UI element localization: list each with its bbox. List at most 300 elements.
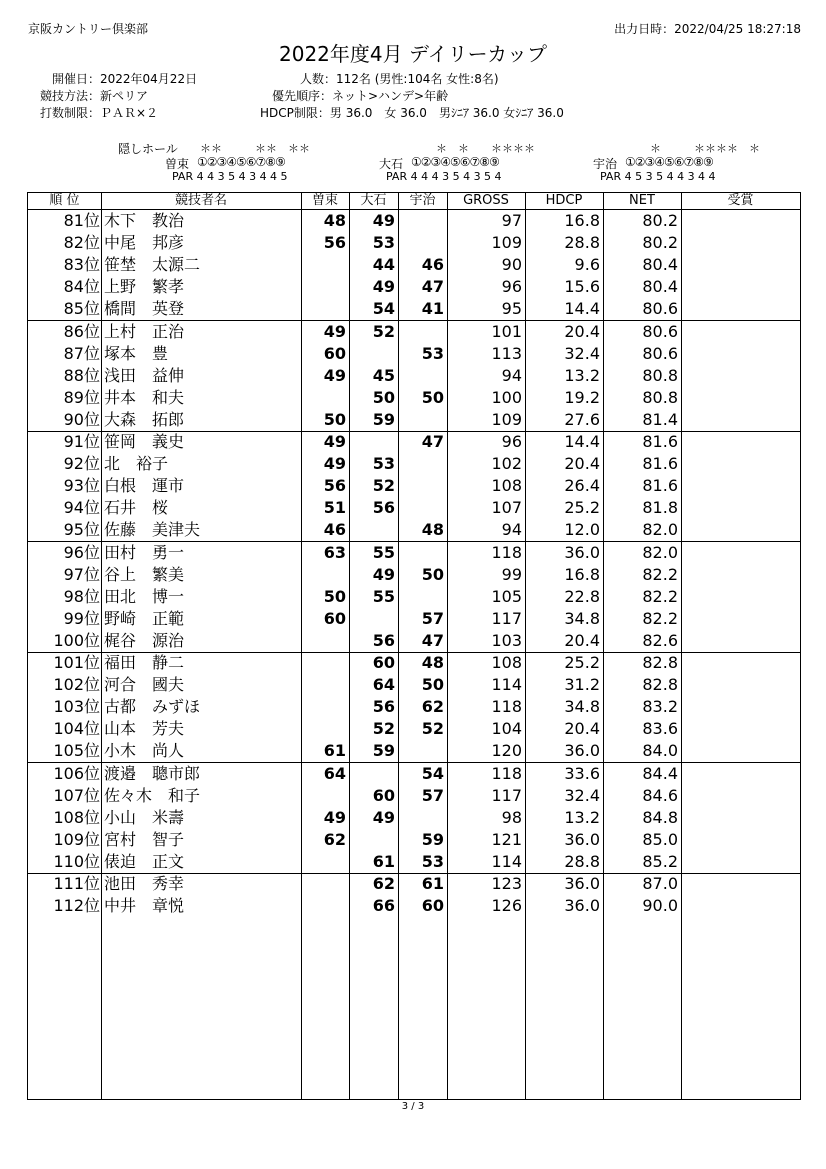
- score-sozuka-cell: 46: [323, 520, 346, 540]
- rank-cell: 90位: [63, 409, 100, 429]
- rank-cell: 112位: [53, 896, 100, 916]
- gross-cell: 114: [491, 675, 522, 695]
- par-oishi: PAR 4 4 4 3 5 4 3 5 4: [386, 170, 502, 183]
- course-name-uji: 宇治: [593, 157, 618, 171]
- player-name-cell: 北 裕子: [104, 454, 169, 474]
- net-cell: 85.2: [642, 851, 678, 871]
- table-row: [28, 763, 800, 785]
- course-name-oishi: 大石: [379, 157, 404, 171]
- table-row: [28, 829, 800, 851]
- table-row: [28, 409, 800, 431]
- gross-cell: 120: [491, 741, 522, 761]
- gross-cell: 96: [501, 432, 522, 451]
- score-uji-cell: 46: [421, 255, 444, 275]
- player-name-cell: 福田 静二: [104, 653, 185, 672]
- score-oishi-cell: 62: [372, 874, 395, 893]
- net-cell: 81.6: [642, 454, 678, 474]
- table-row: [28, 276, 800, 298]
- rank-cell: 111位: [53, 874, 100, 893]
- rank-cell: 88位: [63, 365, 100, 385]
- col-header-award: 受賞: [727, 193, 754, 208]
- table-row: [28, 431, 800, 453]
- gross-cell: 117: [491, 785, 522, 805]
- gross-cell: 102: [491, 454, 522, 474]
- score-uji-cell: 50: [421, 387, 444, 407]
- player-name-cell: 宮村 智子: [104, 829, 185, 849]
- score-uji-cell: [398, 365, 444, 387]
- score-sozuka-cell: [301, 873, 346, 895]
- rank-cell: 93位: [63, 476, 100, 496]
- net-cell: 87.0: [642, 874, 678, 893]
- score-oishi-cell: 55: [372, 542, 395, 562]
- table-row: [28, 740, 800, 762]
- hdcp-cell: 14.4: [564, 299, 600, 319]
- score-oishi-cell: 52: [372, 476, 395, 496]
- player-name-cell: 塚本 豊: [104, 343, 169, 363]
- rank-cell: 83位: [63, 255, 100, 275]
- rank-cell: 105位: [53, 741, 100, 761]
- score-oishi-cell: 49: [372, 564, 395, 584]
- gross-cell: 94: [501, 520, 522, 540]
- player-name-cell: 俵迫 正文: [104, 851, 185, 871]
- event-date: 開催日：2022年04月22日: [52, 72, 198, 86]
- hdcp-cell: 19.2: [564, 387, 600, 407]
- score-sozuka-cell: 49: [323, 807, 346, 827]
- score-sozuka-cell: 56: [323, 476, 346, 496]
- score-sozuka-cell: 60: [323, 343, 346, 363]
- hdcp-cell: 34.8: [564, 697, 600, 717]
- net-cell: 84.8: [642, 807, 678, 827]
- player-name-cell: 佐藤 美津夫: [104, 520, 201, 540]
- participant-count: 人数：112名 (男性:104名 女性:8名): [300, 72, 499, 86]
- score-uji-cell: [398, 210, 444, 232]
- player-name-cell: 木下 教治: [104, 211, 185, 230]
- net-cell: 82.8: [642, 675, 678, 695]
- net-cell: 82.2: [642, 608, 678, 628]
- net-cell: 80.8: [642, 365, 678, 385]
- table-row: [28, 542, 800, 564]
- score-oishi-cell: 61: [372, 851, 395, 871]
- score-oishi-cell: 54: [372, 299, 395, 319]
- net-cell: 84.4: [642, 763, 678, 783]
- net-cell: 80.4: [642, 255, 678, 275]
- score-sozuka-cell: [301, 895, 346, 917]
- player-name-cell: 大森 拓郎: [104, 409, 185, 429]
- rank-cell: 86位: [63, 321, 100, 341]
- score-sozuka-cell: 48: [323, 211, 346, 230]
- rank-cell: 96位: [63, 542, 100, 562]
- net-cell: 80.2: [642, 211, 678, 230]
- rank-cell: 100位: [53, 630, 100, 650]
- rank-cell: 84位: [63, 277, 100, 297]
- gross-cell: 107: [491, 498, 522, 518]
- par-uji: PAR 4 5 3 5 4 4 3 4 4: [600, 170, 716, 183]
- net-cell: 82.2: [642, 564, 678, 584]
- table-row: [28, 564, 800, 586]
- score-oishi-cell: 55: [372, 586, 395, 606]
- gross-cell: 96: [501, 277, 522, 297]
- hdcp-cell: 20.4: [564, 630, 600, 650]
- table-row: [28, 873, 800, 895]
- net-cell: 80.4: [642, 277, 678, 297]
- net-cell: 82.0: [642, 542, 678, 562]
- rank-cell: 91位: [63, 432, 100, 451]
- hdcp-cell: 32.4: [564, 343, 600, 363]
- table-row: [28, 497, 800, 519]
- score-oishi-cell: [349, 431, 395, 453]
- net-cell: 84.0: [642, 741, 678, 761]
- player-name-cell: 河合 國夫: [104, 675, 185, 695]
- gross-cell: 104: [491, 719, 522, 739]
- net-cell: 82.6: [642, 630, 678, 650]
- gross-cell: 117: [491, 608, 522, 628]
- score-uji-cell: 48: [421, 653, 444, 672]
- net-cell: 80.8: [642, 387, 678, 407]
- player-name-cell: 池田 秀幸: [104, 874, 185, 893]
- score-oishi-cell: [349, 829, 395, 851]
- hdcp-cell: 27.6: [564, 409, 600, 429]
- hdcp-cell: 9.6: [574, 255, 600, 275]
- gross-cell: 100: [491, 387, 522, 407]
- player-name-cell: 上野 繁孝: [104, 277, 185, 297]
- hdcp-cell: 16.8: [564, 211, 600, 230]
- gross-cell: 123: [491, 874, 522, 893]
- table-row: [28, 232, 800, 254]
- rank-cell: 97位: [63, 564, 100, 584]
- table-row: [28, 674, 800, 696]
- score-uji-cell: 57: [421, 785, 444, 805]
- hidden-marks-sozuka: ＊＊ ＊＊ ＊＊: [200, 142, 310, 155]
- score-sozuka-cell: [301, 718, 346, 740]
- hidden-marks-oishi: ＊ ＊ ＊＊＊＊: [414, 142, 535, 155]
- gross-cell: 94: [501, 365, 522, 385]
- player-name-cell: 田村 勇一: [104, 542, 185, 562]
- score-uji-cell: 53: [421, 343, 444, 363]
- gross-cell: 90: [501, 255, 522, 275]
- player-name-cell: 井本 和夫: [104, 387, 185, 407]
- player-name-cell: 古都 みずほ: [104, 697, 201, 717]
- hdcp-cell: 33.6: [564, 763, 600, 783]
- net-cell: 83.2: [642, 697, 678, 717]
- score-oishi-cell: 53: [372, 233, 395, 253]
- gross-cell: 101: [491, 321, 522, 341]
- gross-cell: 118: [491, 697, 522, 717]
- player-name-cell: 上村 正治: [104, 321, 185, 341]
- score-oishi-cell: [349, 763, 395, 785]
- score-sozuka-cell: [301, 298, 346, 320]
- gross-cell: 103: [491, 630, 522, 650]
- hdcp-cell: 36.0: [564, 829, 600, 849]
- player-name-cell: 橋間 英登: [104, 299, 185, 319]
- player-name-cell: 渡邉 聰市郎: [104, 763, 201, 783]
- score-oishi-cell: 50: [372, 387, 395, 407]
- rank-cell: 94位: [63, 498, 100, 518]
- score-oishi-cell: 49: [372, 211, 395, 230]
- rank-cell: 103位: [53, 697, 100, 717]
- rank-cell: 107位: [53, 785, 100, 805]
- gross-cell: 95: [501, 299, 522, 319]
- score-oishi-cell: 56: [372, 697, 395, 717]
- score-sozuka-cell: 63: [323, 542, 346, 562]
- score-sozuka-cell: 51: [323, 498, 346, 518]
- page-title: 2022年度4月 デイリーカップ: [279, 42, 547, 66]
- rank-cell: 99位: [63, 608, 100, 628]
- table-row: [28, 807, 800, 829]
- player-name-cell: 田北 博一: [104, 586, 185, 606]
- score-sozuka-cell: [301, 630, 346, 652]
- table-row: [28, 586, 800, 608]
- score-oishi-cell: 59: [372, 409, 395, 429]
- score-uji-cell: [398, 740, 444, 762]
- net-cell: 81.4: [642, 409, 678, 429]
- score-uji-cell: [398, 453, 444, 475]
- score-oishi-cell: 52: [372, 321, 395, 341]
- score-uji-cell: 47: [421, 432, 444, 451]
- score-sozuka-cell: 49: [323, 365, 346, 385]
- score-oishi-cell: 44: [372, 255, 395, 275]
- hdcp-cell: 25.2: [564, 653, 600, 672]
- score-uji-cell: 48: [421, 520, 444, 540]
- table-row: [28, 343, 800, 365]
- gross-cell: 99: [501, 564, 522, 584]
- player-name-cell: 野崎 正範: [104, 608, 185, 628]
- score-sozuka-cell: 56: [323, 233, 346, 253]
- score-sozuka-cell: [301, 276, 346, 298]
- rank-cell: 101位: [53, 653, 100, 672]
- score-uji-cell: 57: [421, 608, 444, 628]
- net-cell: 82.2: [642, 586, 678, 606]
- table-row: [28, 608, 800, 630]
- hdcp-cell: 36.0: [564, 896, 600, 916]
- score-uji-cell: [398, 497, 444, 519]
- score-uji-cell: [398, 542, 444, 564]
- score-uji-cell: [398, 586, 444, 608]
- score-uji-cell: [398, 807, 444, 829]
- hdcp-cell: 20.4: [564, 719, 600, 739]
- score-sozuka-cell: 49: [323, 321, 346, 341]
- score-sozuka-cell: 49: [323, 454, 346, 474]
- table-row: [28, 453, 800, 475]
- table-row: [28, 298, 800, 320]
- player-name-cell: 梶谷 源治: [104, 630, 185, 650]
- hdcp-cell: 36.0: [564, 874, 600, 893]
- hdcp-cell: 12.0: [564, 520, 600, 540]
- hdcp-cell: 25.2: [564, 498, 600, 518]
- hdcp-cell: 34.8: [564, 608, 600, 628]
- net-cell: 80.6: [642, 343, 678, 363]
- score-oishi-cell: 49: [372, 277, 395, 297]
- score-oishi-cell: 49: [372, 807, 395, 827]
- score-uji-cell: 59: [421, 829, 444, 849]
- score-sozuka-cell: [301, 564, 346, 586]
- hdcp-cell: 20.4: [564, 454, 600, 474]
- col-header-rank: 順 位: [49, 193, 80, 208]
- score-oishi-cell: 60: [372, 785, 395, 805]
- gross-cell: 118: [491, 763, 522, 783]
- gross-cell: 97: [501, 211, 522, 230]
- hdcp-cell: 28.8: [564, 233, 600, 253]
- rank-cell: 87位: [63, 343, 100, 363]
- printed-timestamp: 出力日時：2022/04/25 18:27:18: [614, 22, 801, 36]
- course-name-sozuka: 曽束: [165, 157, 190, 171]
- score-sozuka-cell: [301, 696, 346, 718]
- table-row: [28, 365, 800, 387]
- score-sozuka-cell: [301, 652, 346, 674]
- hdcp-cell: 32.4: [564, 785, 600, 805]
- rank-cell: 109位: [53, 829, 100, 849]
- table-row: [28, 652, 800, 674]
- col-header-name: 競技者名: [174, 193, 227, 208]
- net-cell: 81.8: [642, 498, 678, 518]
- player-name-cell: 山本 芳夫: [104, 719, 185, 739]
- player-name-cell: 笹岡 義史: [104, 432, 185, 451]
- rank-cell: 108位: [53, 807, 100, 827]
- hdcp-cell: 15.6: [564, 277, 600, 297]
- score-sozuka-cell: [301, 851, 346, 873]
- rank-cell: 104位: [53, 719, 100, 739]
- score-uji-cell: [398, 232, 444, 254]
- table-row: [28, 718, 800, 740]
- player-name-cell: 佐々木 和子: [104, 785, 201, 805]
- score-uji-cell: 61: [421, 874, 444, 893]
- rank-cell: 95位: [63, 520, 100, 540]
- net-cell: 83.6: [642, 719, 678, 739]
- gross-cell: 108: [491, 476, 522, 496]
- col-header-gross: GROSS: [463, 193, 509, 208]
- rank-cell: 102位: [53, 675, 100, 695]
- score-oishi-cell: 52: [372, 719, 395, 739]
- par-sozuka: PAR 4 4 3 5 4 3 4 4 5: [172, 170, 288, 183]
- score-uji-cell: 41: [421, 299, 444, 319]
- gross-cell: 118: [491, 542, 522, 562]
- table-row: [28, 321, 800, 343]
- score-uji-cell: 52: [421, 719, 444, 739]
- score-oishi-cell: [349, 519, 395, 541]
- hidden-marks-uji: ＊ ＊＊＊＊ ＊: [628, 142, 760, 155]
- score-oishi-cell: 56: [372, 498, 395, 518]
- player-name-cell: 中井 章悦: [104, 896, 185, 916]
- score-uji-cell: [398, 409, 444, 431]
- rank-cell: 89位: [63, 387, 100, 407]
- hdcp-cell: 14.4: [564, 432, 600, 451]
- col-header-hdcp: HDCP: [545, 193, 583, 208]
- net-cell: 81.6: [642, 476, 678, 496]
- page-number: 3 / 3: [401, 1101, 425, 1112]
- table-row: [28, 210, 800, 232]
- hdcp-cell: 13.2: [564, 807, 600, 827]
- score-sozuka-cell: 64: [323, 763, 346, 783]
- player-name-cell: 小木 尚人: [104, 741, 185, 761]
- score-oishi-cell: 56: [372, 630, 395, 650]
- score-sozuka-cell: [301, 387, 346, 409]
- rank-cell: 92位: [63, 454, 100, 474]
- table-row: [28, 519, 800, 541]
- score-uji-cell: 62: [421, 697, 444, 717]
- score-sozuka-cell: 61: [323, 741, 346, 761]
- hole-numbers-uji: ①②③④⑤⑥⑦⑧⑨: [625, 155, 713, 169]
- score-uji-cell: 53: [421, 851, 444, 871]
- player-name-cell: 浅田 益伸: [104, 365, 185, 385]
- score-uji-cell: 50: [421, 675, 444, 695]
- score-oishi-cell: 60: [372, 653, 395, 672]
- gross-cell: 114: [491, 851, 522, 871]
- hole-numbers-oishi: ①②③④⑤⑥⑦⑧⑨: [411, 155, 499, 169]
- player-name-cell: 小山 米壽: [104, 807, 185, 827]
- net-cell: 85.0: [642, 829, 678, 849]
- net-cell: 81.6: [642, 432, 678, 451]
- score-uji-cell: 50: [421, 564, 444, 584]
- score-oishi-cell: 45: [372, 365, 395, 385]
- player-name-cell: 谷上 繁美: [104, 564, 185, 584]
- gross-cell: 98: [501, 807, 522, 827]
- table-row: [28, 696, 800, 718]
- net-cell: 82.8: [642, 653, 678, 672]
- gross-cell: 109: [491, 233, 522, 253]
- hdcp-cell: 20.4: [564, 321, 600, 341]
- player-name-cell: 白根 運市: [104, 476, 185, 496]
- score-oishi-cell: 59: [372, 741, 395, 761]
- gross-cell: 108: [491, 653, 522, 672]
- net-cell: 82.0: [642, 520, 678, 540]
- rank-cell: 98位: [63, 586, 100, 606]
- col-header-sozuka: 曽束: [311, 193, 338, 208]
- col-header-oishi: 大石: [360, 193, 387, 208]
- rank-cell: 82位: [63, 233, 100, 253]
- table-row: [28, 785, 800, 807]
- player-name-cell: 笹埜 太源二: [104, 255, 201, 275]
- hdcp-cell: 31.2: [564, 675, 600, 695]
- rank-cell: 81位: [63, 211, 100, 230]
- net-cell: 80.2: [642, 233, 678, 253]
- score-uji-cell: [398, 475, 444, 497]
- score-sozuka-cell: [301, 674, 346, 696]
- competition-method: 競技方法：新ペリア: [40, 89, 149, 103]
- net-cell: 90.0: [642, 896, 678, 916]
- score-uji-cell: 60: [421, 896, 444, 916]
- rank-cell: 85位: [63, 299, 100, 319]
- hdcp-cell: 28.8: [564, 851, 600, 871]
- gross-cell: 126: [491, 896, 522, 916]
- rank-cell: 106位: [53, 763, 100, 783]
- hdcp-cell: 16.8: [564, 564, 600, 584]
- table-row: [28, 630, 800, 652]
- gross-cell: 113: [491, 343, 522, 363]
- col-header-net: NET: [629, 193, 655, 208]
- score-uji-cell: 47: [421, 277, 444, 297]
- hole-numbers-sozuka: ①②③④⑤⑥⑦⑧⑨: [197, 155, 285, 169]
- score-oishi-cell: 53: [372, 454, 395, 474]
- table-row: [28, 387, 800, 409]
- score-uji-cell: 47: [421, 630, 444, 650]
- player-name-cell: 中尾 邦彦: [104, 233, 185, 253]
- score-sozuka-cell: 50: [323, 409, 346, 429]
- score-oishi-cell: 64: [372, 675, 395, 695]
- table-row: [28, 254, 800, 276]
- score-oishi-cell: [349, 608, 395, 630]
- gross-cell: 109: [491, 409, 522, 429]
- table-row: [28, 475, 800, 497]
- score-sozuka-cell: 62: [323, 829, 346, 849]
- hdcp-cell: 22.8: [564, 586, 600, 606]
- priority-order: 優先順序：ネット>ハンデ>年齢: [272, 89, 449, 103]
- net-cell: 84.6: [642, 785, 678, 805]
- table-row: [28, 851, 800, 873]
- hdcp-cell: 13.2: [564, 365, 600, 385]
- hdcp-cell: 36.0: [564, 741, 600, 761]
- hdcp-limit: HDCP制限：男 36.0 女 36.0 男ｼﾆｱ 36.0 女ｼﾆｱ 36.0: [260, 106, 564, 120]
- gross-cell: 105: [491, 586, 522, 606]
- club-name: 京阪カントリー倶楽部: [28, 22, 149, 36]
